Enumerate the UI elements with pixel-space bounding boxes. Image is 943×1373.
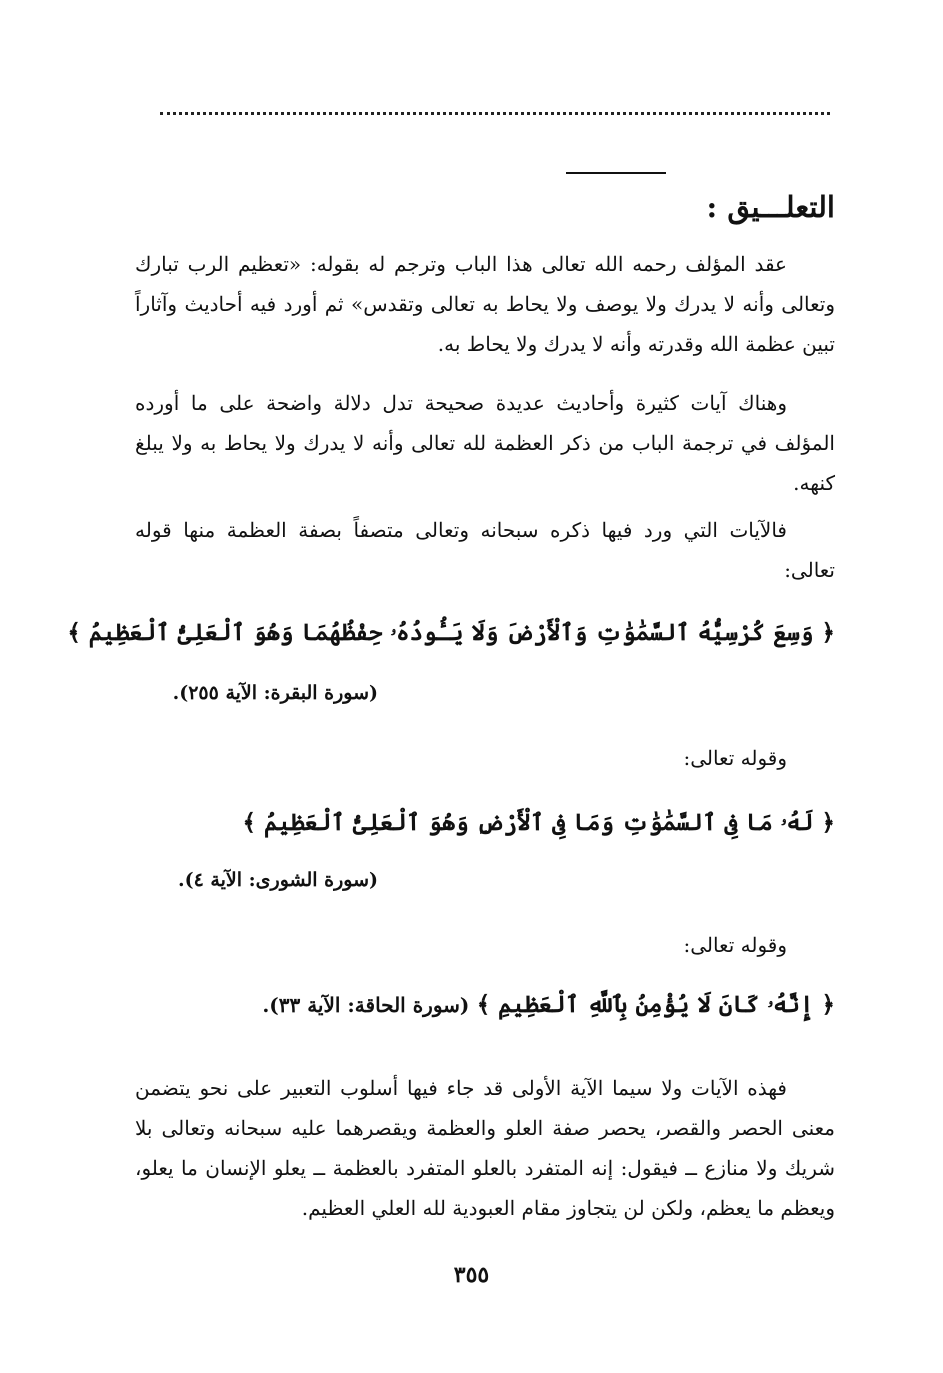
verse-3-intro: وقوله تعالى: xyxy=(683,933,787,957)
verse-2-reference: (سورة الشورى: الآية ٤). xyxy=(177,869,378,891)
paragraph-conclusion: فهذه الآيات ولا سيما الآية الأولى قد جاء فيها أسلوب التعبير على نحو يتضمن معنى الحصر والقصر، يحصر صفة العلو والعظمة ويقصرهما عليه سبحانه وتعالى بلا شريك ولا منازع ــ فيقول: إنه المتفرد بالعلو المتفرد بالعظمة ــ يعلو الإنسان ما يعلو، ويعظم ما يعظم، ولكن لن يتجاوز مقام العبودية لله العلي العظيم. xyxy=(135,1076,835,1220)
verse-1-reference: (سورة البقرة: الآية ٢٥٥). xyxy=(172,682,378,704)
heading-rule xyxy=(566,172,666,174)
verse-3-text: ﴿ إِنَّهُۥ كَانَ لَا يُؤْمِنُ بِٱللَّهِ ٱلْعَظِيمِ ﴾ xyxy=(476,991,835,1018)
paragraph-evidence: وهناك آيات كثيرة وأحاديث عديدة صحيحة تدل دلالة واضحة على ما أورده المؤلف في ترجمة الباب من ذكر العظمة لله تعالى وأنه لا يدرك ولا يحاط به ولا يبلغ كنهه. xyxy=(135,391,835,495)
verse-3-reference: (سورة الحاقة: الآية ٣٣). xyxy=(262,993,470,1017)
page-number: ٣٥٥ xyxy=(453,1262,490,1288)
verse-1-text: ﴿ وَسِعَ كُرْسِيُّهُ ٱلسَّمَٰوَٰتِ وَٱلْأَرْضَ وَلَا يَـُٔودُهُۥ حِفْظُهُمَا وَهُوَ ٱلْعَلِىُّ ٱلْعَظِيمُ ﴾ xyxy=(67,619,835,646)
quran-verse-1 xyxy=(67,610,835,656)
paragraph-intro: عقد المؤلف رحمه الله تعالى هذا الباب وترجم له بقوله: «تعظيم الرب تبارك وتعالى وأنه لا يدرك ولا يوصف ولا يحاط به تعالى وتقدس» ثم أورد فيه أحاديث وآثاراً تبين عظمة الله وقدرته وأنه لا يدرك ولا يحاط به. xyxy=(135,252,835,356)
paragraph-verses-intro: فالآيات التي ورد فيها ذكره سبحانه وتعالى متصفاً بصفة العظمة منها قوله تعالى: xyxy=(135,518,835,582)
verse-2-intro: وقوله تعالى: xyxy=(683,746,787,770)
quran-verse-2 xyxy=(243,800,835,846)
section-heading: التعلـــيق : xyxy=(706,190,835,224)
dotted-separator xyxy=(160,112,830,115)
quran-verse-3 xyxy=(262,982,835,1028)
verse-2-text: ﴿ لَهُۥ مَا فِى ٱلسَّمَٰوَٰتِ وَمَا فِى ٱلْأَرْضِ وَهُوَ ٱلْعَلِىُّ ٱلْعَظِيمُ ﴾ xyxy=(242,809,835,836)
